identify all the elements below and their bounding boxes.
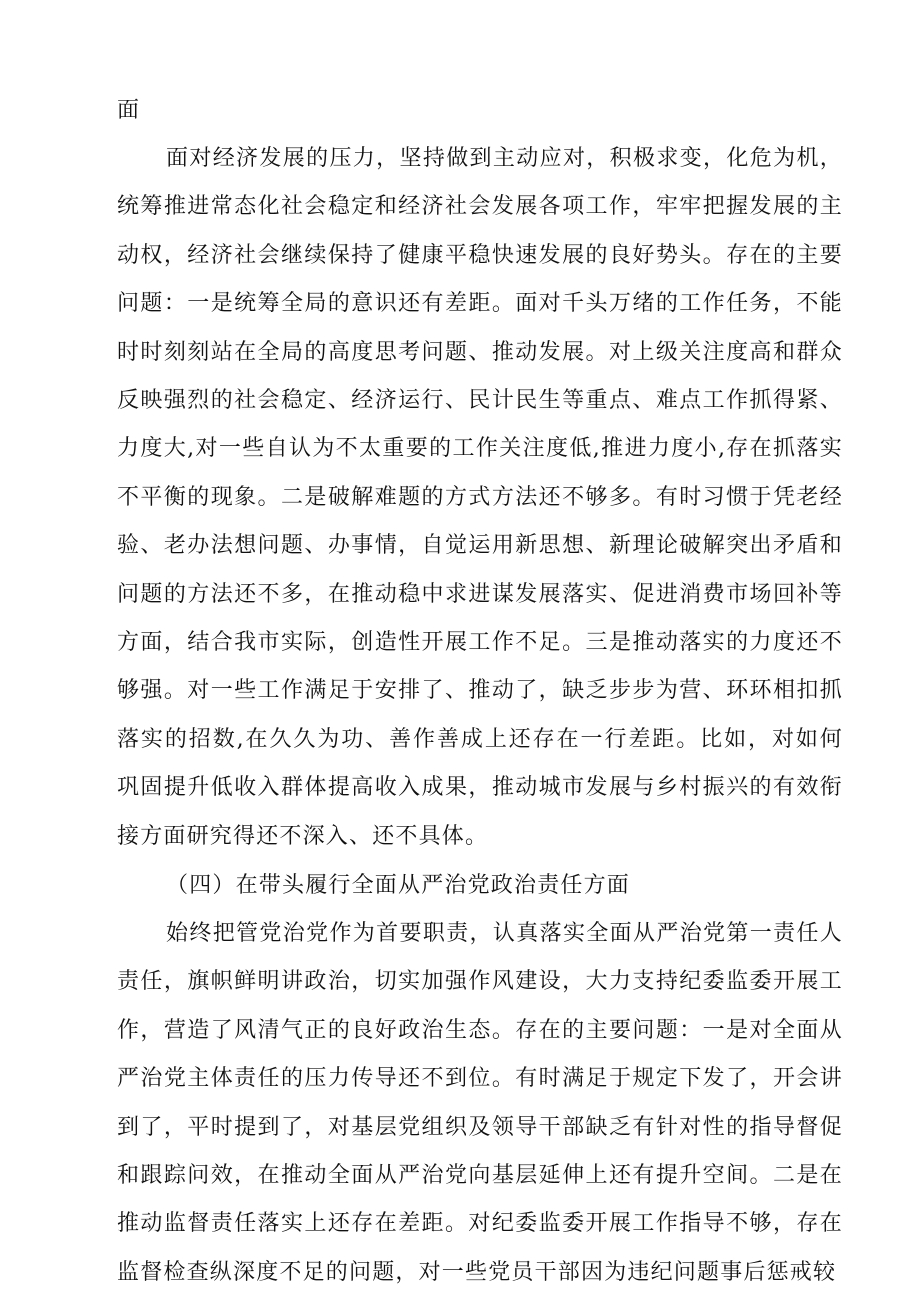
section-heading: （四）在带头履行全面从严治党政治责任方面	[166, 873, 631, 898]
economic-development-paragraph: 面对经济发展的压力，坚持做到主动应对，积极求变，化危为机，统筹推进常态化社会稳定和经济社会发展各项工作，牢牢把握发展的主动权，经济社会继续保持了健康平稳快速发展的良好势头。存在的主要问题：一是统筹全局的意识还有差距。面对千头万绪的工作任务，不能时时刻刻站在全局的高度思考问题、推动发展。对上级关注度高和群众反映强烈的社会稳定、经济运行、民计民生等重点、难点工作抓得紧、力度大,对一些自认为不太重要的工作关注度低,推进力度小,存在抓落实不平衡的现象。二是破解难题的方式方法还不够多。有时习惯于凭老经验、老办法想问题、办事情，自觉运用新思想、新理论破解突出矛盾和问题的方法还不多，在推动稳中求进谋发展落实、促进消费市场回补等方面，结合我市实际，创造性开展工作不足。三是推动落实的力度还不够强。对一些工作满足于安排了、推动了，缺乏步步为营、环环相扣抓落实的招数,在久久为功、善作善成上还存在一行差距。比如，对如何巩固提升低收入群体提高收入成果，推动城市发展与乡村振兴的有效衔接方面研究得还不深入、还不具体。	[117, 146, 843, 849]
continued-text-fragment: 面	[117, 98, 141, 123]
party-governance-paragraph: 始终把管党治党作为首要职责，认真落实全面从严治党第一责任人责任，旗帜鲜明讲政治，切实加强作风建设，大力支持纪委监委开展工作，营造了风清气正的良好政治生态。存在的主要问题：一是对全面从严治党主体责任的压力传导还不到位。有时满足于规定下发了，开会讲到了，平时提到了，对基层党组织及领导干部缺乏有针对性的指导督促和跟踪问效，在推动全面从严治党向基层延伸上还有提升空间。二是在推动监督责任落实上还存在差距。对纪委监委开展工作指导不够，存在监督检查纵深度不足的问题，对一些党员干部因为违纪问题事后惩戒较	[117, 921, 843, 1285]
